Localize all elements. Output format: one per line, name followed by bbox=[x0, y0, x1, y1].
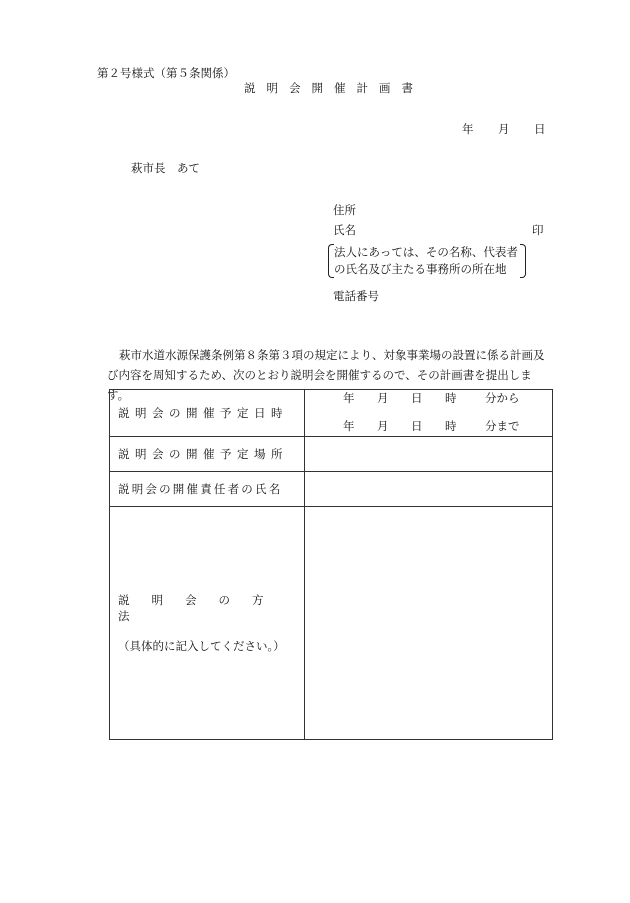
responsible-label-cell bbox=[110, 472, 305, 507]
body-text: 萩市水道水源保護条例第８条第３項の規定により、対象事業場の設置に係る計画及び内容を周知するため、次のとおり説明会を開催するので、その計画書を提出します。 bbox=[107, 348, 545, 402]
to-hour: 時 bbox=[445, 419, 457, 433]
right-bracket bbox=[520, 244, 526, 278]
address-label: 住所 bbox=[333, 203, 356, 217]
form-number: 第２号様式（第５条関係） bbox=[97, 66, 235, 80]
schedule-label-cell bbox=[110, 390, 305, 437]
table-row-place bbox=[110, 437, 553, 472]
seal-mark: 印 bbox=[532, 223, 544, 237]
responsible-label: 説明会の開催責任者の氏名 bbox=[118, 482, 283, 496]
schedule-to-line bbox=[305, 418, 552, 434]
name-label: 氏名 bbox=[333, 223, 356, 237]
from-day: 日 bbox=[411, 391, 423, 405]
corporation-note-line1: 法人にあっては、その名称、代表者 bbox=[334, 245, 518, 259]
plan-table bbox=[109, 389, 553, 740]
schedule-from-line bbox=[305, 390, 552, 406]
from-hour: 時 bbox=[445, 391, 457, 405]
method-label-cell bbox=[110, 507, 305, 740]
place-label: 説明会の開催予定場所 bbox=[118, 447, 288, 461]
place-value-cell[interactable] bbox=[305, 437, 553, 472]
date-field bbox=[462, 121, 546, 137]
from-year: 年 bbox=[343, 391, 355, 405]
to-month: 月 bbox=[377, 419, 389, 433]
from-month: 月 bbox=[377, 391, 389, 405]
table-row-responsible bbox=[110, 472, 553, 507]
schedule-value-cell[interactable] bbox=[305, 390, 553, 437]
from-minute: 分から bbox=[485, 391, 520, 405]
to-year: 年 bbox=[343, 419, 355, 433]
method-label: 説明会の方法 bbox=[118, 593, 286, 623]
to-day: 日 bbox=[411, 419, 423, 433]
place-label-cell bbox=[110, 437, 305, 472]
to-minute: 分まで bbox=[485, 419, 520, 433]
table-row-schedule bbox=[110, 390, 553, 437]
document-title: 説明会開催計画書 bbox=[244, 81, 424, 95]
method-value-cell[interactable] bbox=[305, 507, 553, 740]
responsible-value-cell[interactable] bbox=[305, 472, 553, 507]
corporation-note bbox=[328, 244, 526, 278]
schedule-label: 説明会の開催予定日時 bbox=[118, 406, 288, 420]
corporation-note-line2: の氏名及び主たる事務所の所在地 bbox=[334, 262, 507, 276]
date-year-label: 年 bbox=[462, 122, 474, 136]
phone-label: 電話番号 bbox=[333, 289, 379, 303]
table-row-method bbox=[110, 507, 553, 740]
date-month-label: 月 bbox=[498, 122, 510, 136]
addressee: 萩市長 あて bbox=[131, 161, 200, 175]
date-day-label: 日 bbox=[534, 122, 546, 136]
method-note: （具体的に記入してください。） bbox=[118, 639, 285, 653]
